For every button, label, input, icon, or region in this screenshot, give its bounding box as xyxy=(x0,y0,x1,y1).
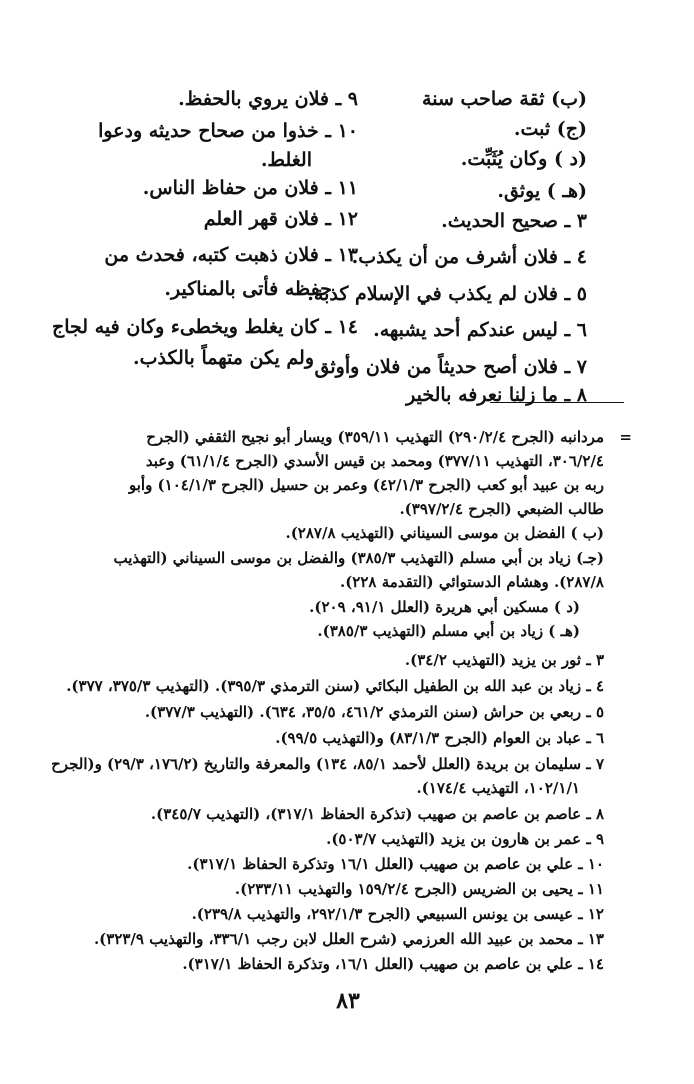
main-left-line: ١٢ ـ فلان قهر العلم xyxy=(203,208,358,230)
main-right-line: ٥ ـ فلان لم يكذب في الإسلام كذبة. xyxy=(307,283,587,305)
main-right-line: (د ) وكان يُثَبِّت. xyxy=(460,148,587,170)
footnote-line: ٦ ـ عباد بن العوام (الجرح ٨٣/١/٣) و(التهذيب ٩٩/٥). xyxy=(275,729,604,747)
footnote-line: ١٠٢/١/١، التهذيب ١٧٤/٤). xyxy=(416,779,580,797)
footnote-line: (ب ) الفضل بن موسى السيناني (التهذيب ٢٨٧/٨). xyxy=(285,524,604,542)
footnote-line: طالب الضبعي (الجرح ٣٩٧/٢/٤). xyxy=(399,500,604,518)
footnote-line: ١٠ ـ علي بن عاصم بن صهيب (العلل ١٦/١ وتذكرة الحفاظ ٣١٧/١). xyxy=(187,855,604,873)
footnote-line: ١١ ـ يحيى بن الضريس (الجرح ١٥٩/٢/٤ والتهذيب ٢٣٣/١١). xyxy=(234,880,604,898)
main-left-line: ١٣ ـ فلان ذهبت كتبه، فحدث من xyxy=(104,244,358,266)
footnote-line: ١٤ ـ علي بن عاصم بن صهيب (العلل ١٦/١، وتذكرة الحفاظ ٣١٧/١). xyxy=(182,955,604,973)
main-right-line: (هـ ) يوثق. xyxy=(497,180,587,202)
main-left-line: الغلط. xyxy=(260,149,312,171)
footnote-line: (د ) مسكين أبي هريرة (العلل ٩١/١، ٢٠٩). xyxy=(309,598,580,616)
footnote-line: ١٢ ـ عيسى بن يونس السبيعي (الجرح ٢٩٢/١/٣، والتهذيب ٢٣٩/٨). xyxy=(191,905,604,923)
main-right-line: ٣ ـ صحيح الحديث. xyxy=(441,210,587,232)
main-left-line: حفظه فأتى بالمناكير. xyxy=(164,278,332,300)
footnote-line: ٤ ـ زياد بن عبد الله بن الطفيل البكائي (سنن الترمذي ٣٩٥/٣). (التهذيب ٣٧٥/٣، ٣٧٧). xyxy=(66,677,604,695)
section-divider xyxy=(490,402,624,403)
footnote-line: ٣ ـ ثور بن يزيد (التهذيب ٣٤/٢). xyxy=(404,651,604,669)
footnote-line: (هـ ) زياد بن أبي مسلم (التهذيب ٣٨٥/٣). xyxy=(317,622,580,640)
main-right-line: ٨ ـ ما زلنا نعرفه بالخير xyxy=(406,384,587,406)
main-left-line: ولم يكن متهماً بالكذب. xyxy=(133,347,314,369)
main-right-line: (ب) ثقة صاحب سنة xyxy=(422,88,587,110)
footnote-line: ١٣ ـ محمد بن عبيد الله العرزمي (شرح العلل لابن رجب ٣٣٦/١، والتهذيب ٣٢٣/٩). xyxy=(93,930,604,948)
footnote-line: ٩ ـ عمر بن هارون بن يزيد (التهذيب ٥٠٣/٧). xyxy=(326,830,604,848)
footnote-line: ٢٨٧/٨). وهشام الدستوائي (التقدمة ٢٢٨). xyxy=(339,573,604,591)
main-right-line: (ج) ثبت. xyxy=(513,118,587,140)
footnote-line: ربه بن عبيد أبو كعب (الجرح ٤٢/١/٣) وعمر بن حسيل (الجرح ١٠٤/١/٣) وأبو xyxy=(129,476,604,494)
footnote-line: مردانبه (الجرح ٢٩٠/٢/٤) التهذيب ٣٥٩/١١) ويسار أبو نجيح الثقفي (الجرح xyxy=(146,428,604,446)
footnote-line: ٥ ـ ربعي بن حراش (سنن الترمذي ٤٦١/٢، ٣٥/٥، ٦٣٤). (التهذيب ٣٧٧/٣). xyxy=(144,703,604,721)
main-left-line: ١٤ ـ كان يغلط ويخطىء وكان فيه لجاج xyxy=(51,316,358,338)
main-left-line: ١٠ ـ خذوا من صحاح حديثه ودعوا xyxy=(98,120,358,142)
page-number: ٨٣ xyxy=(336,988,360,1014)
footnote-line: ٣٠٦/٢/٤، التهذيب ٣٧٧/١١) ومحمد بن قيس الأسدي (الجرح ٦١/١/٤) وعبد xyxy=(145,452,604,470)
footnote-line: ٨ ـ عاصم بن عاصم بن صهيب (تذكرة الحفاظ ٣١٧/١)، (التهذيب ٣٤٥/٧). xyxy=(150,805,604,823)
main-left-line: ٩ ـ فلان يروي بالحفظ. xyxy=(178,88,358,110)
main-right-line: ٤ ـ فلان أشرف من أن يكذب. xyxy=(351,246,587,268)
footnote-continuation-marker: = xyxy=(619,428,632,446)
footnote-line: (جـ) زياد بن أبي مسلم (التهذيب ٣٨٥/٣) والفضل بن موسى السيناني (التهذيب xyxy=(113,549,604,567)
footnote-line: ٧ ـ سليمان بن بريدة (العلل لأحمد ٨٥/١، ١٣٤) والمعرفة والتاريخ (١٧٦/٢، ٢٩/٣) و(الجرح xyxy=(51,755,604,773)
main-right-line: ٦ ـ ليس عندكم أحد يشبهه. xyxy=(373,319,587,341)
main-left-line: ١١ ـ فلان من حفاظ الناس. xyxy=(142,177,358,199)
main-right-line: ٧ ـ فلان أصح حديثاً من فلان وأوثق xyxy=(314,356,587,378)
